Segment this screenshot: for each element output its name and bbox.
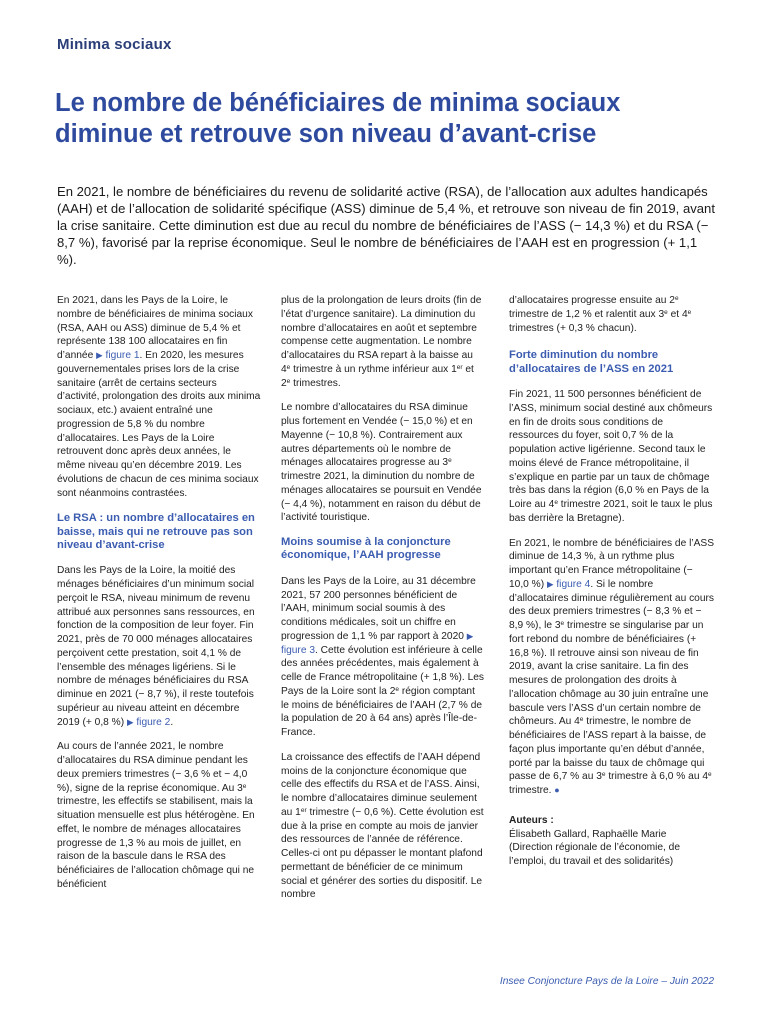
figure-1-link[interactable]: figure 1 <box>105 350 140 361</box>
paragraph: En 2021, dans les Pays de la Loire, le nombre de bénéficiaires de minima sociaux (RSA, AAH ou ASS) diminue de 5,4 % et représente 138 100 allocataires en fin d’année ▶ figure 1. En 2020, les mesures gouvernementales prises lors de la crise sanitaire (arrêt de certains secteurs d’activité, prolongation des droits aux minima sociaux, etc.) avaient entraîné une progression de 5,8 % du nombre d’allocataires. Les Pays de la Loire retrouvent donc après deux années, le même niveau qu’en décembre 2019. Les évolutions de chacun de ces minima sociaux sont néanmoins contrastées. <box>57 295 261 499</box>
text-column-3 <box>509 294 714 869</box>
text-column-1 <box>57 294 261 903</box>
paragraph: d’allocataires progresse ensuite au 2e trimestre de 1,2 % et ralentit aux 3e et 4e trimestres (+ 0,3 % chacun). <box>509 295 692 334</box>
paragraph: Le nombre d’allocataires du RSA diminue plus fortement en Vendée (− 15,0 %) et en Mayenne (− 10,8 %). Contrairement aux autres départements où le nombre de ménages allocataires progresse au 3e trimestre 2021, la diminution du nombre de ménages allocataires se poursuit en Vendée (− 4,4 %), notamment en raison du début de l’activité touristique. <box>281 402 482 524</box>
section-label: Minima sociaux <box>57 36 172 53</box>
page-footer: Insee Conjoncture Pays de la Loire – Juin 2022 <box>499 976 714 987</box>
text-column-2 <box>281 294 485 913</box>
section-heading-aah: Moins soumise à la conjoncture économique, l’AAH progresse <box>281 536 451 562</box>
authors-block <box>509 814 714 869</box>
paragraph: Au cours de l’année 2021, le nombre d’allocataires du RSA diminue pendant les deux premiers trimestres (− 3,6 % et − 4,0 %), signe de la reprise économique. Au 3e trimestre, les effectifs se stabilisent, mais la situation mensuelle est plus hétérogène. En effet, le nombre de ménages allocataires progresse de 1,3 % au mois de juillet, en raison de la bascule dans le RSA des bénéficiaires de l’allocation chômage qui ne bénéficient <box>57 741 255 890</box>
figure-2-link[interactable]: figure 2 <box>136 716 171 728</box>
lead-paragraph: En 2021, le nombre de bénéficiaires du revenu de solidarité active (RSA), de l’allocation aux adultes handicapés (AAH) et de l’allocation de solidarité spécifique (ASS) diminue de 5,4 %, et retrouve son niveau de fin 2019, avant la crise sanitaire. Cette diminution est due au recul du nombre de bénéficiaires de l’ASS (− 14,3 %) et du RSA (− 8,7 %), favorisé par la reprise économique. Seul le nombre de bénéficiaires de l’AAH est en progression (+ 1,1 %). <box>57 184 715 268</box>
arrow-right-icon: ▶ <box>466 630 474 641</box>
section-heading-rsa: Le RSA : un nombre d’allocataires en baisse, mais qui ne retrouve pas son niveau d’avant-crise <box>57 512 255 552</box>
paragraph: Dans les Pays de la Loire, la moitié des ménages bénéficiaires d’un minimum social perçoit le RSA, niveau minimum de revenu attribué aux personnes sans ressources, en fonction de la composition de leur foyer. Fin 2021, près de 70 000 ménages allocataires perçoivent cette prestation, soit 4,1 % de l’ensemble des ménages ligériens. Si le nombre de ménages bénéficiaires du RSA diminue en 2021 (− 8,7 %), il reste toutefois supérieur au niveau atteint en décembre 2019 (+ 0,8 %) ▶ figure 2. <box>57 565 255 728</box>
paragraph: En 2021, le nombre de bénéficiaires de l’ASS diminue de 14,3 %, à un rythme plus important qu’en France métropolitaine (− 10,0 %) ▶ figure 4. Si le nombre d’allocataires diminue régulièrement au cours des deux premiers trimestres (− 8,3 % et − 8,9 %), le 3e trimestre se singularise par un fort rebond du nombre de bénéficiaires (+ 16,8 %). Il retrouve ainsi son niveau de fin 2019, avant la crise sanitaire. La fin des mesures de prolongation des droits à l’allocation chômage au 30 juin entraîne une bascule vers l’ASS d’un certain nombre de chômeurs. Au 4e trimestre, le nombre de bénéficiaires de l’ASS repart à la baisse, de façon plus importante qu’en début d’année, porté par la baisse du taux de chômage qui passe de 6,7 % au 3e trimestre à 6,0 % au 4e trimestre. ● <box>509 537 715 797</box>
authors-names: Élisabeth Gallard, Raphaëlle Marie <box>509 828 667 840</box>
arrow-right-icon: ▶ <box>546 578 554 589</box>
paragraph: Fin 2021, 11 500 personnes bénéficient de l’ASS, minimum social destiné aux chômeurs en fin de droits sous conditions de ressources du foyer, soit 0,7 % de la population active ligérienne. Second taux le moins élevé de France métropolitaine, il s’explique en partie par un taux de chômage très bas dans la région (6,0 % en Pays de la Loire au 4e trimestre 2021, soit le taux le plus bas derrière la Bretagne). <box>509 389 713 524</box>
page-title: Le nombre de bénéficiaires de minima sociaux diminue et retrouve son niveau d’avant-crise <box>55 89 621 148</box>
section-heading-ass: Forte diminution du nombre d’allocataires de l’ASS en 2021 <box>509 349 674 375</box>
authors-affiliation: (Direction régionale de l’économie, de l’emploi, du travail et des solidarités) <box>509 842 681 868</box>
figure-3-link[interactable]: figure 3 <box>281 644 315 656</box>
end-marker-icon: ● <box>554 785 560 796</box>
authors-label: Auteurs : <box>509 814 554 826</box>
paragraph: plus de la prolongation de leurs droits (fin de l’état d’urgence sanitaire). La diminution du nombre d’allocataires en août et septembre compense cette augmentation. Le nombre d’allocataires du RSA repart à la baisse au 4e trimestre à un rythme inférieur aux 1er et 2e trimestres. <box>281 295 482 389</box>
arrow-right-icon: ▶ <box>96 350 103 360</box>
arrow-right-icon: ▶ <box>126 716 134 727</box>
figure-4-link[interactable]: figure 4 <box>556 578 591 590</box>
paragraph: La croissance des effectifs de l’AAH dépend moins de la conjoncture économique que celle des effectifs du RSA et de l’ASS. Ainsi, le nombre d’allocataires diminue seulement au 1er trimestre (− 0,6 %). Cette évolution est due à la prise en compte au mois de janvier des ressources de l’année de référence. Celles-ci ont pu dépasser le montant plafond permettant de bénéficier de ce minimum social et générer des sorties du dispositif. Le nombre <box>281 751 484 901</box>
paragraph: Dans les Pays de la Loire, au 31 décembre 2021, 57 200 personnes bénéficient de l’AAH, minimum social soumis à des conditions médicales, soit un chiffre en progression de 1,1 % par rapport à 2020 ▶ figure 3. Cette évolution est inférieure à celle des années précédentes, mais également à celle de France métropolitaine (+ 1,8 %). Les Pays de la Loire sont la 2e région comptant le moins de bénéficiaires de l’AAH (2,7 % de la population de 20 à 64 ans) après l’Île-de-France. <box>281 575 485 739</box>
